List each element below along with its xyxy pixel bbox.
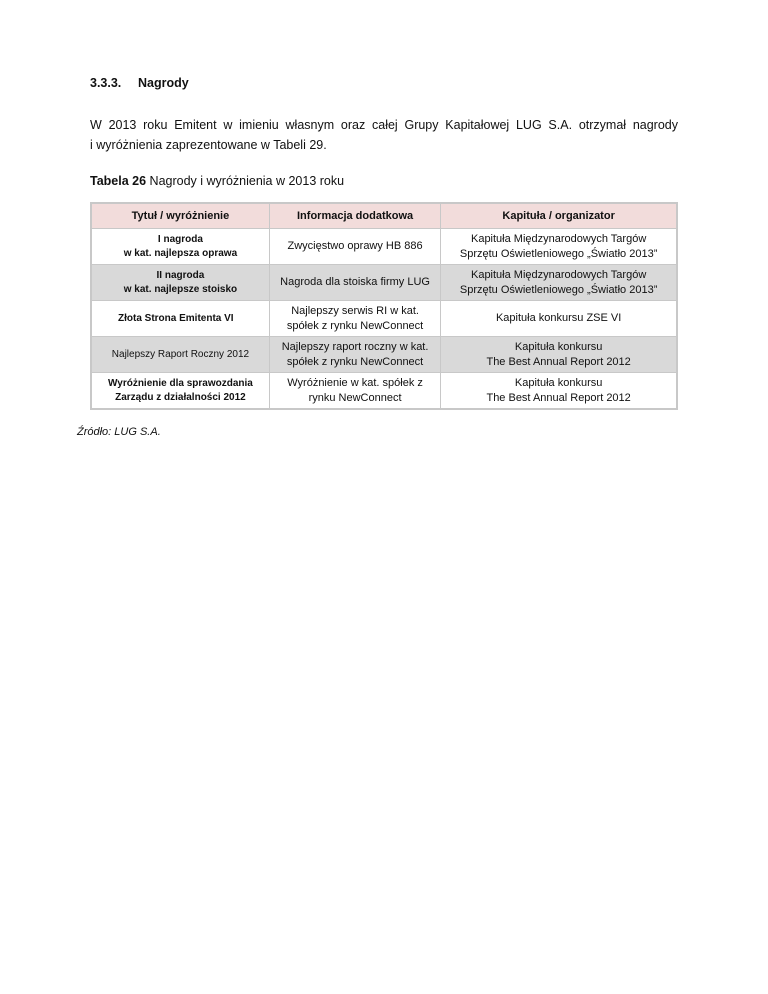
award-info-cell bbox=[269, 337, 440, 373]
award-title-line: Złota Strona Emitenta VI bbox=[118, 312, 234, 324]
intro-line-1: W 2013 roku Emitent w imieniu własnym oraz całej Grupy Kapitałowej LUG S.A. otrzymał nagrody bbox=[90, 118, 678, 132]
section-heading bbox=[90, 76, 189, 90]
table-row bbox=[91, 337, 677, 373]
award-organizer-line: Sprzętu Oświetleniowego „Światło 2013” bbox=[459, 283, 658, 296]
award-title-cell bbox=[91, 265, 269, 301]
table-row bbox=[91, 301, 677, 337]
award-title-cell bbox=[91, 229, 269, 265]
award-organizer-cell bbox=[441, 337, 677, 373]
award-title-line: Najlepszy Raport Roczny 2012 bbox=[111, 348, 250, 360]
section-number: 3.3.3. bbox=[90, 76, 122, 90]
award-info-line: Najlepszy serwis RI w kat. bbox=[291, 304, 419, 317]
award-info-line: rynku NewConnect bbox=[308, 391, 402, 404]
award-info-line: Wyróżnienie w kat. spółek z bbox=[287, 376, 423, 389]
award-organizer-line: Kapituła konkursu bbox=[514, 376, 603, 389]
header-organizer: Kapituła / organizator bbox=[441, 203, 677, 229]
award-title-line: II nagroda bbox=[156, 269, 205, 281]
table-header-row bbox=[91, 203, 677, 229]
intro-paragraph bbox=[90, 115, 678, 155]
award-title-cell bbox=[91, 337, 269, 373]
award-organizer-line: Kapituła konkursu ZSE VI bbox=[495, 312, 622, 324]
table-row bbox=[91, 229, 677, 265]
award-title-line: Wyróżnienie dla sprawozdania bbox=[108, 377, 253, 389]
award-organizer-line: Kapituła Międzynarodowych Targów bbox=[470, 268, 647, 281]
award-info-line: spółek z rynku NewConnect bbox=[286, 355, 424, 368]
table-caption-label: Tabela 26 bbox=[90, 174, 147, 188]
award-title-cell bbox=[91, 373, 269, 410]
award-organizer-cell bbox=[441, 301, 677, 337]
header-info: Informacja dodatkowa bbox=[269, 203, 440, 229]
award-title-line: w kat. najlepsza oprawa bbox=[123, 247, 238, 259]
award-organizer-line: Kapituła konkursu bbox=[514, 340, 603, 353]
table-row bbox=[91, 265, 677, 301]
award-info-cell bbox=[269, 373, 440, 410]
table-row bbox=[91, 373, 677, 410]
award-title-line: w kat. najlepsze stoisko bbox=[123, 283, 238, 295]
table-caption bbox=[90, 174, 344, 188]
award-title-line: Zarządu z działalności 2012 bbox=[115, 391, 246, 403]
award-info-cell bbox=[269, 265, 440, 301]
award-organizer-cell bbox=[441, 373, 677, 410]
award-organizer-cell bbox=[441, 229, 677, 265]
award-info-line: Nagroda dla stoiska firmy LUG bbox=[280, 276, 430, 288]
award-organizer-line: Sprzętu Oświetleniowego „Światło 2013” bbox=[459, 247, 658, 260]
award-info-line: Zwycięstwo oprawy HB 886 bbox=[287, 240, 423, 252]
table-caption-text: Nagrody i wyróżnienia w 2013 roku bbox=[146, 174, 345, 188]
award-organizer-line: The Best Annual Report 2012 bbox=[486, 391, 631, 404]
intro-line-2: i wyróżnienia zaprezentowane w Tabeli 29. bbox=[90, 138, 327, 152]
header-title: Tytuł / wyróżnienie bbox=[91, 203, 269, 229]
award-info-line: spółek z rynku NewConnect bbox=[286, 319, 424, 332]
award-title-line: I nagroda bbox=[157, 233, 203, 245]
award-info-cell bbox=[269, 301, 440, 337]
award-title-cell bbox=[91, 301, 269, 337]
table-source: Źródło: LUG S.A. bbox=[77, 426, 161, 438]
award-organizer-line: The Best Annual Report 2012 bbox=[486, 355, 631, 368]
award-info-line: Najlepszy raport roczny w kat. bbox=[281, 340, 429, 353]
award-info-cell bbox=[269, 229, 440, 265]
awards-table bbox=[90, 202, 678, 410]
section-title: Nagrody bbox=[138, 76, 189, 90]
award-organizer-line: Kapituła Międzynarodowych Targów bbox=[470, 232, 647, 245]
award-organizer-cell bbox=[441, 265, 677, 301]
